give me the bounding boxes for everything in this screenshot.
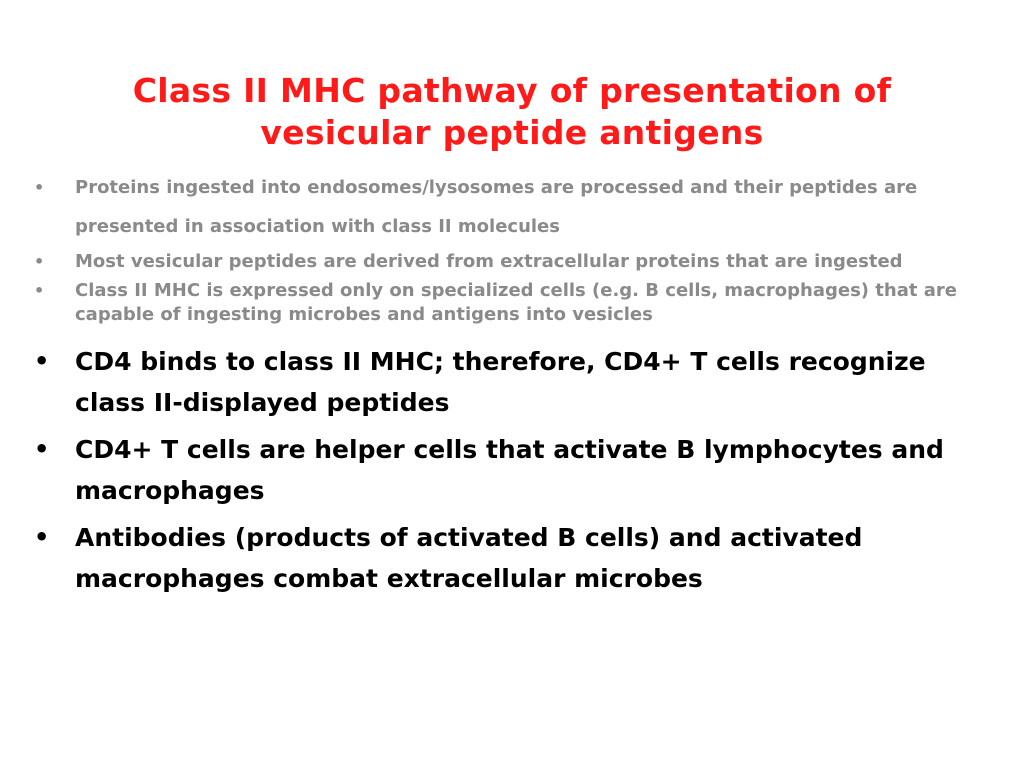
bullet-marker: • [34,347,50,375]
slide-title: Class II MHC pathway of presentation of vesicular peptide antigens [132,71,892,152]
bullet-item [34,341,994,423]
bullet-marker: • [34,178,45,197]
bullet-item [34,250,994,274]
bullet-marker: • [34,523,50,551]
bullet-item [34,168,994,246]
bullet-marker: • [34,435,50,463]
bullet-item [34,517,994,599]
bullet-marker: • [34,281,45,300]
bullet-list [34,176,994,599]
bullet-item [34,279,994,327]
bullet-marker: • [34,252,45,271]
bullet-item [34,429,994,511]
bullet-text: Antibodies (products of activated B cells) and activated macrophages combat extracellular microbes [75,523,863,593]
bullet-text: Proteins ingested into endosomes/lysosomes are processed and their peptides are presented in association with class II molecules [75,177,918,237]
bullet-text: CD4 binds to class II MHC; therefore, CD4+ T cells recognize class II-displayed peptides [75,347,926,417]
bullet-text: Class II MHC is expressed only on specialized cells (e.g. B cells, macrophages) that are capable of ingesting microbes and antigens into vesicles [75,280,957,325]
bullet-text: Most vesicular peptides are derived from extracellular proteins that are ingested [75,251,903,272]
bullet-text: CD4+ T cells are helper cells that activate B lymphocytes and macrophages [75,435,944,505]
